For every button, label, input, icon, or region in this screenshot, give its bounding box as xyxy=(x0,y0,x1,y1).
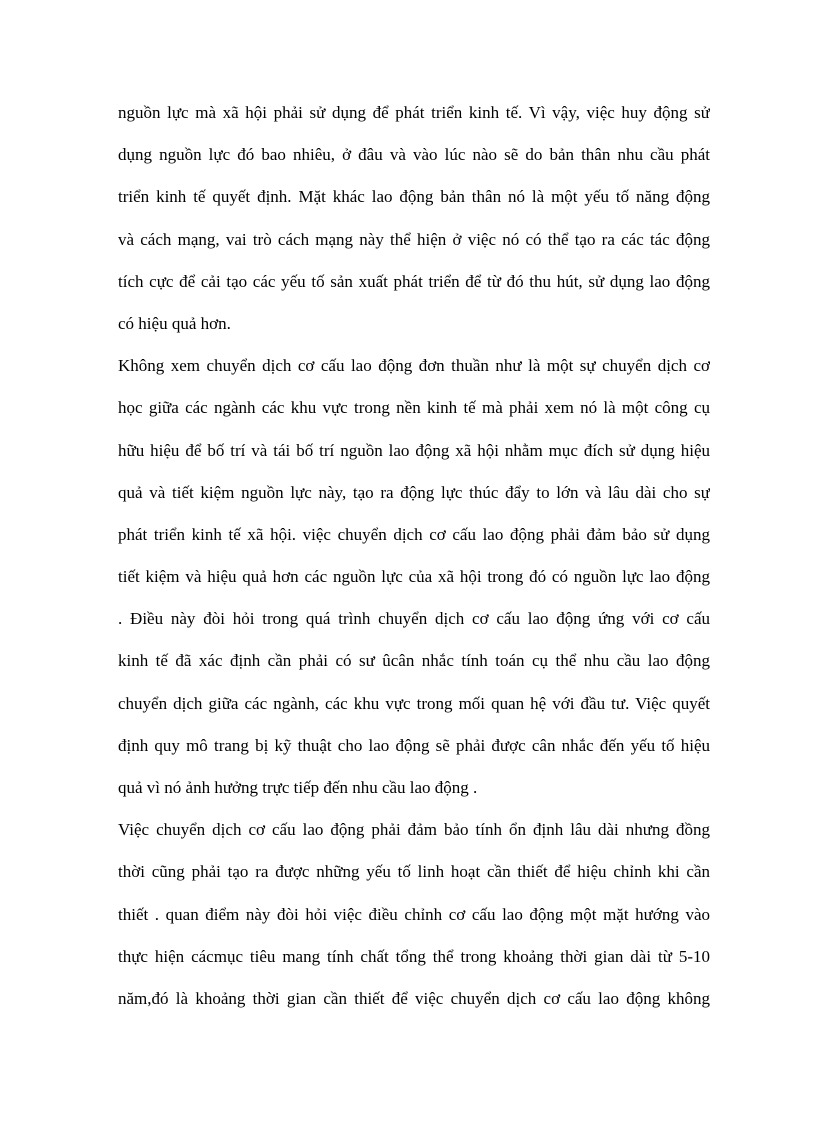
paragraph xyxy=(118,353,710,817)
text-line: hữu hiệu để bố trí và tái bố trí nguồn lao động xã hội nhằm mục đích sử dụng hiệu xyxy=(118,440,710,460)
text-line: tích cực để cải tạo các yếu tố sản xuất phát triển để từ đó thu hút, sử dụng lao động xyxy=(118,271,710,291)
paragraph xyxy=(118,817,710,1028)
text-line: định quy mô trang bị kỹ thuật cho lao động sẽ phải được cân nhắc đến yếu tố hiệu xyxy=(118,735,710,755)
text-line: năm,đó là khoảng thời gian cần thiết để việc chuyển dịch cơ cấu lao động không xyxy=(118,988,710,1008)
text-line: triển kinh tế quyết định. Mặt khác lao động bản thân nó là một yếu tố năng động xyxy=(118,187,710,207)
text-line: thực hiện cácmục tiêu mang tính chất tổng thể trong khoảng thời gian dài từ 5-10 xyxy=(118,946,710,966)
document-page xyxy=(118,100,710,1028)
text-line: tiết kiệm và hiệu quả hơn các nguồn lực của xã hội trong đó có nguồn lực lao động xyxy=(118,567,710,587)
text-line: có hiệu quả hơn. xyxy=(118,313,231,333)
text-line: Không xem chuyển dịch cơ cấu lao động đơn thuần như là một sự chuyển dịch cơ xyxy=(118,356,710,376)
text-line: thời cũng phải tạo ra được những yếu tố linh hoạt cần thiết để hiệu chỉnh khi cần xyxy=(118,862,710,882)
text-line: chuyển dịch giữa các ngành, các khu vực trong mối quan hệ với đầu tư. Việc quyết xyxy=(118,693,710,713)
text-line: nguồn lực mà xã hội phải sử dụng để phát triển kinh tế. Vì vậy, việc huy động sử xyxy=(118,103,710,122)
text-line: phát triển kinh tế xã hội. việc chuyển dịch cơ cấu lao động phải đảm bảo sử dụng xyxy=(118,524,710,544)
paragraph xyxy=(118,100,710,353)
text-line: dụng nguồn lực đó bao nhiêu, ở đâu và vào lúc nào sẽ do bản thân nhu cầu phát xyxy=(118,145,710,165)
text-line: . Điều này đòi hỏi trong quá trình chuyển dịch cơ cấu lao động ứng với cơ cấu xyxy=(118,609,710,629)
text-line: Việc chuyển dịch cơ cấu lao động phải đảm bảo tính ổn định lâu dài nhưng đồng xyxy=(118,820,710,840)
text-line: quả vì nó ảnh hưởng trực tiếp đến nhu cầu lao động . xyxy=(118,778,478,797)
text-line: thiết . quan điểm này đòi hỏi việc điều chỉnh cơ cấu lao động một mặt hướng vào xyxy=(118,904,710,924)
text-line: kinh tế đã xác định cần phải có sư ûcân nhắc tính toán cụ thể nhu cầu lao động xyxy=(118,651,710,671)
text-line: và cách mạng, vai trò cách mạng này thể hiện ở việc nó có thể tạo ra các tác động xyxy=(118,229,710,249)
text-line: quả và tiết kiệm nguồn lực này, tạo ra động lực thúc đẩy to lớn và lâu dài cho sự xyxy=(118,482,710,502)
text-line: học giữa các ngành các khu vực trong nền kinh tế mà phải xem nó là một công cụ xyxy=(118,398,710,418)
